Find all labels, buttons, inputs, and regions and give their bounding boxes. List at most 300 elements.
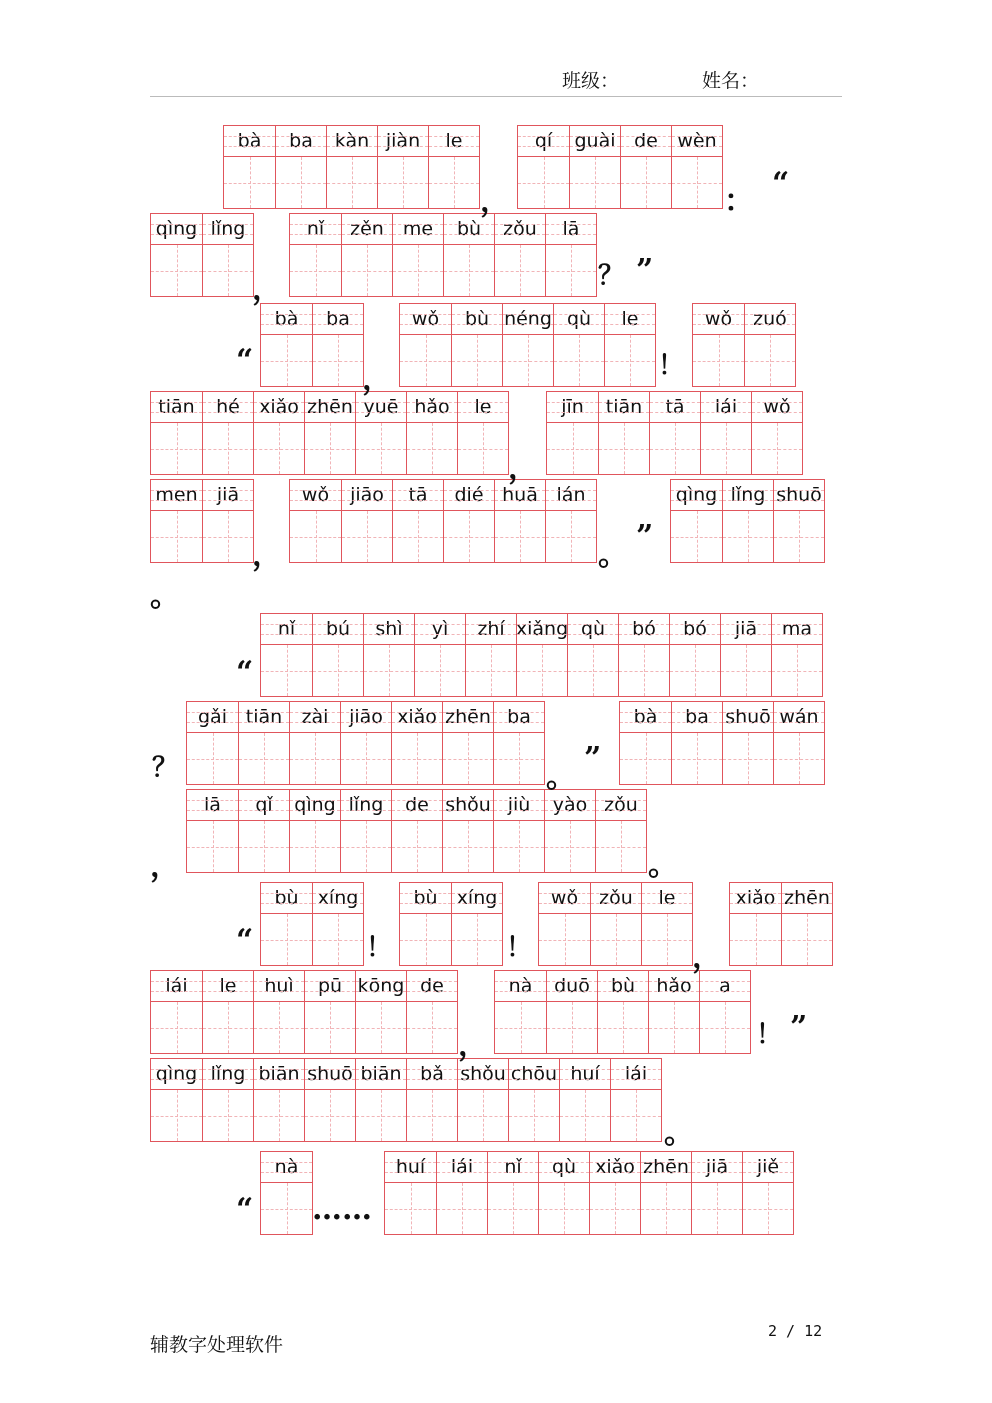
character-cell[interactable] (620, 702, 671, 784)
character-cell[interactable] (428, 126, 479, 208)
character-cell[interactable] (391, 790, 442, 872)
hanzi-writing-box[interactable] (327, 157, 377, 208)
character-cell[interactable] (289, 702, 340, 784)
hanzi-writing-box[interactable] (590, 1183, 640, 1234)
hanzi-writing-box[interactable] (407, 1002, 457, 1053)
hanzi-writing-box[interactable] (261, 645, 312, 696)
character-cell[interactable] (538, 1152, 589, 1234)
hanzi-writing-box[interactable] (517, 645, 567, 696)
hanzi-writing-box[interactable] (239, 821, 289, 872)
hanzi-writing-box[interactable] (509, 1090, 559, 1141)
hanzi-writing-box[interactable] (290, 733, 340, 784)
hanzi-writing-box[interactable] (599, 423, 649, 474)
pinyin-syllable: guài (570, 126, 620, 157)
pinyin-syllable: huí (385, 1152, 436, 1183)
character-cell[interactable] (442, 790, 493, 872)
hanzi-writing-box[interactable] (356, 423, 406, 474)
hanzi-writing-box[interactable] (570, 157, 620, 208)
character-cell[interactable] (494, 214, 545, 296)
hanzi-writing-box[interactable] (458, 1090, 508, 1141)
punctuation-mark: 。 (664, 1116, 694, 1151)
character-cell[interactable] (312, 614, 363, 696)
character-cell[interactable] (151, 971, 202, 1053)
hanzi-writing-box[interactable] (342, 511, 392, 562)
hanzi-writing-box[interactable] (692, 1183, 742, 1234)
character-cell[interactable] (539, 883, 590, 965)
hanzi-writing-box[interactable] (495, 1002, 546, 1053)
hanzi-writing-box[interactable] (443, 821, 493, 872)
character-cell[interactable] (693, 304, 744, 386)
page-number: 2 / 12 (768, 1322, 823, 1340)
hanzi-writing-box[interactable] (261, 914, 312, 965)
hanzi-writing-box[interactable] (342, 245, 392, 296)
hanzi-writing-box[interactable] (341, 733, 391, 784)
character-cell[interactable] (253, 1059, 304, 1141)
hanzi-writing-box[interactable] (546, 511, 596, 562)
hanzi-writing-box[interactable] (305, 423, 355, 474)
hanzi-writing-box[interactable] (488, 1183, 538, 1234)
character-cell[interactable] (457, 392, 508, 474)
punctuation-mark: “ (236, 1192, 254, 1227)
hanzi-writing-box[interactable] (605, 335, 655, 386)
character-cell[interactable] (597, 971, 648, 1053)
hanzi-writing-box[interactable] (452, 914, 502, 965)
hanzi-writing-box[interactable] (774, 511, 824, 562)
hanzi-writing-box[interactable] (598, 1002, 648, 1053)
character-cell[interactable] (341, 214, 392, 296)
character-cell[interactable] (261, 1152, 312, 1234)
pinyin-syllable: xiǎo (590, 1152, 640, 1183)
hanzi-writing-box[interactable] (721, 645, 771, 696)
hanzi-writing-box[interactable] (518, 157, 569, 208)
writing-grid-group (223, 125, 480, 209)
hanzi-writing-box[interactable] (672, 157, 722, 208)
hanzi-writing-box[interactable] (407, 1090, 457, 1141)
pinyin-syllable: tā (393, 480, 443, 511)
hanzi-writing-box[interactable] (641, 1183, 691, 1234)
hanzi-writing-box[interactable] (400, 335, 451, 386)
character-cell[interactable] (451, 304, 502, 386)
character-cell[interactable] (406, 1059, 457, 1141)
hanzi-writing-box[interactable] (494, 733, 544, 784)
character-cell[interactable] (598, 392, 649, 474)
character-cell[interactable] (355, 392, 406, 474)
hanzi-writing-box[interactable] (596, 821, 646, 872)
character-cell[interactable] (253, 971, 304, 1053)
hanzi-writing-box[interactable] (568, 645, 618, 696)
punctuation-mark: 。 (150, 579, 180, 614)
character-cell[interactable] (187, 790, 238, 872)
pinyin-syllable: ma (772, 614, 822, 645)
pinyin-syllable: lā (187, 790, 238, 821)
hanzi-writing-box[interactable] (313, 335, 363, 386)
character-cell[interactable] (700, 392, 751, 474)
character-cell[interactable] (545, 480, 596, 562)
hanzi-writing-box[interactable] (151, 1090, 202, 1141)
hanzi-writing-box[interactable] (261, 1183, 312, 1234)
pinyin-syllable: zǒu (495, 214, 545, 245)
character-cell[interactable] (595, 790, 646, 872)
character-cell[interactable] (720, 614, 771, 696)
character-cell[interactable] (436, 1152, 487, 1234)
character-cell[interactable] (671, 126, 722, 208)
character-cell[interactable] (518, 126, 569, 208)
character-cell[interactable] (151, 480, 202, 562)
character-cell[interactable] (618, 614, 669, 696)
hanzi-writing-box[interactable] (429, 157, 479, 208)
character-cell[interactable] (544, 790, 595, 872)
hanzi-writing-box[interactable] (393, 245, 443, 296)
character-cell[interactable] (289, 790, 340, 872)
hanzi-writing-box[interactable] (151, 245, 202, 296)
pinyin-syllable: de (407, 971, 457, 1002)
character-cell[interactable] (699, 971, 750, 1053)
pinyin-syllable: tiān (599, 392, 649, 423)
hanzi-writing-box[interactable] (452, 335, 502, 386)
hanzi-writing-box[interactable] (407, 423, 457, 474)
character-cell[interactable] (691, 1152, 742, 1234)
character-cell[interactable] (610, 1059, 661, 1141)
hanzi-writing-box[interactable] (356, 1002, 406, 1053)
hanzi-writing-box[interactable] (239, 733, 289, 784)
hanzi-writing-box[interactable] (458, 423, 508, 474)
hanzi-writing-box[interactable] (290, 511, 341, 562)
hanzi-writing-box[interactable] (649, 1002, 699, 1053)
pinyin-syllable: bó (619, 614, 669, 645)
hanzi-writing-box[interactable] (313, 645, 363, 696)
pinyin-syllable: bà (620, 702, 671, 733)
hanzi-writing-box[interactable] (650, 423, 700, 474)
writing-grid-group (186, 789, 647, 873)
character-cell[interactable] (406, 392, 457, 474)
hanzi-writing-box[interactable] (151, 423, 202, 474)
character-cell[interactable] (773, 480, 824, 562)
pinyin-syllable: wǒ (693, 304, 744, 335)
hanzi-writing-box[interactable] (700, 1002, 750, 1053)
character-cell[interactable] (495, 971, 546, 1053)
hanzi-writing-box[interactable] (723, 733, 773, 784)
pinyin-syllable: zhēn (641, 1152, 691, 1183)
character-cell[interactable] (326, 126, 377, 208)
character-cell[interactable] (238, 790, 289, 872)
character-cell[interactable] (414, 614, 465, 696)
hanzi-writing-box[interactable] (547, 423, 598, 474)
hanzi-writing-box[interactable] (546, 245, 596, 296)
pinyin-syllable: zhēn (782, 883, 832, 914)
hanzi-writing-box[interactable] (494, 821, 544, 872)
character-cell[interactable] (238, 702, 289, 784)
character-cell[interactable] (493, 702, 544, 784)
character-cell[interactable] (465, 614, 516, 696)
hanzi-writing-box[interactable] (539, 1183, 589, 1234)
hanzi-writing-box[interactable] (495, 511, 545, 562)
character-cell[interactable] (547, 392, 598, 474)
hanzi-writing-box[interactable] (203, 511, 253, 562)
character-cell[interactable] (567, 614, 618, 696)
pinyin-syllable: bà (224, 126, 275, 157)
hanzi-writing-box[interactable] (444, 511, 494, 562)
character-cell[interactable] (516, 614, 567, 696)
pinyin-syllable: zhēn (305, 392, 355, 423)
character-cell[interactable] (487, 1152, 538, 1234)
hanzi-writing-box[interactable] (503, 335, 553, 386)
hanzi-writing-box[interactable] (693, 335, 744, 386)
hanzi-writing-box[interactable] (701, 423, 751, 474)
character-cell[interactable] (202, 214, 253, 296)
character-cell[interactable] (224, 126, 275, 208)
character-cell[interactable] (641, 883, 692, 965)
pinyin-syllable: le (458, 392, 508, 423)
character-cell[interactable] (261, 614, 312, 696)
character-cell[interactable] (392, 214, 443, 296)
character-cell[interactable] (773, 702, 824, 784)
hanzi-writing-box[interactable] (392, 821, 442, 872)
hanzi-writing-box[interactable] (276, 157, 326, 208)
pinyin-syllable: bù (261, 883, 312, 914)
character-cell[interactable] (400, 304, 451, 386)
writing-grid-group (150, 391, 509, 475)
hanzi-writing-box[interactable] (203, 1002, 253, 1053)
character-cell[interactable] (494, 480, 545, 562)
pinyin-syllable: shǒu (443, 790, 493, 821)
character-cell[interactable] (340, 702, 391, 784)
character-cell[interactable] (304, 1059, 355, 1141)
writing-grid-group (289, 213, 597, 297)
hanzi-writing-box[interactable] (290, 245, 341, 296)
hanzi-writing-box[interactable] (305, 1002, 355, 1053)
pinyin-syllable: zuó (745, 304, 795, 335)
character-cell[interactable] (671, 480, 722, 562)
pinyin-syllable: zǒu (596, 790, 646, 821)
hanzi-writing-box[interactable] (642, 914, 692, 965)
character-cell[interactable] (385, 1152, 436, 1234)
hanzi-writing-box[interactable] (385, 1183, 436, 1234)
writing-grid-group (260, 882, 364, 966)
character-cell[interactable] (508, 1059, 559, 1141)
hanzi-writing-box[interactable] (290, 821, 340, 872)
hanzi-writing-box[interactable] (670, 645, 720, 696)
character-cell[interactable] (442, 702, 493, 784)
hanzi-writing-box[interactable] (364, 645, 414, 696)
character-cell[interactable] (377, 126, 428, 208)
punctuation-mark: “ (772, 166, 790, 201)
pinyin-syllable: jiā (203, 480, 253, 511)
pinyin-syllable: lái (151, 971, 202, 1002)
pinyin-syllable: kōng (356, 971, 406, 1002)
character-cell[interactable] (261, 304, 312, 386)
character-cell[interactable] (742, 1152, 793, 1234)
character-cell[interactable] (312, 304, 363, 386)
punctuation-mark: “ (236, 923, 254, 958)
character-cell[interactable] (730, 883, 781, 965)
writing-grid-group (670, 479, 825, 563)
hanzi-writing-box[interactable] (341, 821, 391, 872)
character-cell[interactable] (341, 480, 392, 562)
hanzi-writing-box[interactable] (782, 914, 832, 965)
hanzi-writing-box[interactable] (752, 423, 802, 474)
hanzi-writing-box[interactable] (730, 914, 781, 965)
class-label: 班级： (562, 70, 620, 92)
punctuation-mark: ， (252, 538, 282, 573)
character-cell[interactable] (151, 392, 202, 474)
punctuation-mark: ， (692, 940, 722, 975)
character-cell[interactable] (202, 392, 253, 474)
hanzi-writing-box[interactable] (611, 1090, 661, 1141)
character-cell[interactable] (546, 971, 597, 1053)
hanzi-writing-box[interactable] (539, 914, 590, 965)
character-cell[interactable] (493, 790, 544, 872)
hanzi-writing-box[interactable] (378, 157, 428, 208)
punctuation-mark: ， (508, 451, 538, 486)
character-cell[interactable] (253, 392, 304, 474)
character-cell[interactable] (391, 702, 442, 784)
character-cell[interactable] (340, 790, 391, 872)
character-cell[interactable] (751, 392, 802, 474)
pinyin-syllable: bù (444, 214, 494, 245)
character-cell[interactable] (589, 1152, 640, 1234)
hanzi-writing-box[interactable] (151, 1002, 202, 1053)
character-cell[interactable] (722, 480, 773, 562)
hanzi-writing-box[interactable] (619, 645, 669, 696)
hanzi-writing-box[interactable] (203, 245, 253, 296)
character-cell[interactable] (604, 304, 655, 386)
writing-grid-group (729, 882, 833, 966)
character-cell[interactable] (400, 883, 451, 965)
character-cell[interactable] (443, 480, 494, 562)
hanzi-writing-box[interactable] (437, 1183, 487, 1234)
hanzi-writing-box[interactable] (495, 245, 545, 296)
hanzi-writing-box[interactable] (356, 1090, 406, 1141)
hanzi-writing-box[interactable] (187, 821, 238, 872)
character-cell[interactable] (406, 971, 457, 1053)
pinyin-syllable: yào (545, 790, 595, 821)
character-cell[interactable] (502, 304, 553, 386)
punctuation-mark: ！ (658, 351, 685, 381)
pinyin-syllable: bó (670, 614, 720, 645)
hanzi-writing-box[interactable] (415, 645, 465, 696)
character-cell[interactable] (553, 304, 604, 386)
character-cell[interactable] (545, 214, 596, 296)
character-cell[interactable] (559, 1059, 610, 1141)
character-cell[interactable] (640, 1152, 691, 1234)
hanzi-writing-box[interactable] (466, 645, 516, 696)
writing-grid-group (494, 970, 751, 1054)
character-cell[interactable] (304, 971, 355, 1053)
character-cell[interactable] (649, 392, 700, 474)
character-cell[interactable] (671, 702, 722, 784)
pinyin-syllable: wán (774, 702, 824, 733)
hanzi-writing-box[interactable] (774, 733, 824, 784)
pinyin-syllable: qìng (290, 790, 340, 821)
pinyin-syllable: yuē (356, 392, 406, 423)
character-cell[interactable] (392, 480, 443, 562)
writing-grid-group (150, 213, 254, 297)
character-cell[interactable] (312, 883, 363, 965)
pinyin-syllable: nà (495, 971, 546, 1002)
character-cell[interactable] (202, 1059, 253, 1141)
character-cell[interactable] (451, 883, 502, 965)
hanzi-writing-box[interactable] (187, 733, 238, 784)
pinyin-syllable: le (642, 883, 692, 914)
character-cell[interactable] (290, 214, 341, 296)
hanzi-writing-box[interactable] (392, 733, 442, 784)
hanzi-writing-box[interactable] (400, 914, 451, 965)
hanzi-writing-box[interactable] (620, 733, 671, 784)
pinyin-syllable: biān (356, 1059, 406, 1090)
character-cell[interactable] (290, 480, 341, 562)
character-cell[interactable] (744, 304, 795, 386)
pinyin-syllable: qù (568, 614, 618, 645)
character-cell[interactable] (457, 1059, 508, 1141)
character-cell[interactable] (151, 214, 202, 296)
hanzi-writing-box[interactable] (591, 914, 641, 965)
hanzi-writing-box[interactable] (393, 511, 443, 562)
hanzi-writing-box[interactable] (743, 1183, 793, 1234)
hanzi-writing-box[interactable] (545, 821, 595, 872)
pinyin-syllable: ba (672, 702, 722, 733)
character-cell[interactable] (771, 614, 822, 696)
character-cell[interactable] (620, 126, 671, 208)
character-cell[interactable] (355, 1059, 406, 1141)
character-cell[interactable] (202, 971, 253, 1053)
character-cell[interactable] (275, 126, 326, 208)
character-cell[interactable] (187, 702, 238, 784)
hanzi-writing-box[interactable] (547, 1002, 597, 1053)
hanzi-writing-box[interactable] (203, 1090, 253, 1141)
pinyin-syllable: lǐng (723, 480, 773, 511)
punctuation-mark: “ (236, 343, 254, 378)
hanzi-writing-box[interactable] (560, 1090, 610, 1141)
character-cell[interactable] (590, 883, 641, 965)
hanzi-writing-box[interactable] (621, 157, 671, 208)
hanzi-writing-box[interactable] (443, 733, 493, 784)
hanzi-writing-box[interactable] (554, 335, 604, 386)
hanzi-writing-box[interactable] (305, 1090, 355, 1141)
hanzi-writing-box[interactable] (444, 245, 494, 296)
character-cell[interactable] (669, 614, 720, 696)
hanzi-writing-box[interactable] (261, 335, 312, 386)
hanzi-writing-box[interactable] (772, 645, 822, 696)
writing-grid-group (538, 882, 693, 966)
character-cell[interactable] (261, 883, 312, 965)
character-cell[interactable] (202, 480, 253, 562)
hanzi-writing-box[interactable] (745, 335, 795, 386)
character-cell[interactable] (363, 614, 414, 696)
hanzi-writing-box[interactable] (224, 157, 275, 208)
hanzi-writing-box[interactable] (203, 423, 253, 474)
hanzi-writing-box[interactable] (254, 1002, 304, 1053)
hanzi-writing-box[interactable] (151, 511, 202, 562)
hanzi-writing-box[interactable] (672, 733, 722, 784)
character-cell[interactable] (355, 971, 406, 1053)
pinyin-syllable: lǐng (203, 1059, 253, 1090)
hanzi-writing-box[interactable] (313, 914, 363, 965)
character-cell[interactable] (569, 126, 620, 208)
pinyin-syllable: jiāo (342, 480, 392, 511)
character-cell[interactable] (443, 214, 494, 296)
character-cell[interactable] (781, 883, 832, 965)
character-cell[interactable] (648, 971, 699, 1053)
hanzi-writing-box[interactable] (254, 423, 304, 474)
hanzi-writing-box[interactable] (254, 1090, 304, 1141)
pinyin-syllable: xíng (452, 883, 502, 914)
hanzi-writing-box[interactable] (723, 511, 773, 562)
punctuation-mark: ” (636, 253, 654, 288)
character-cell[interactable] (304, 392, 355, 474)
character-cell[interactable] (722, 702, 773, 784)
hanzi-writing-box[interactable] (671, 511, 722, 562)
character-cell[interactable] (151, 1059, 202, 1141)
